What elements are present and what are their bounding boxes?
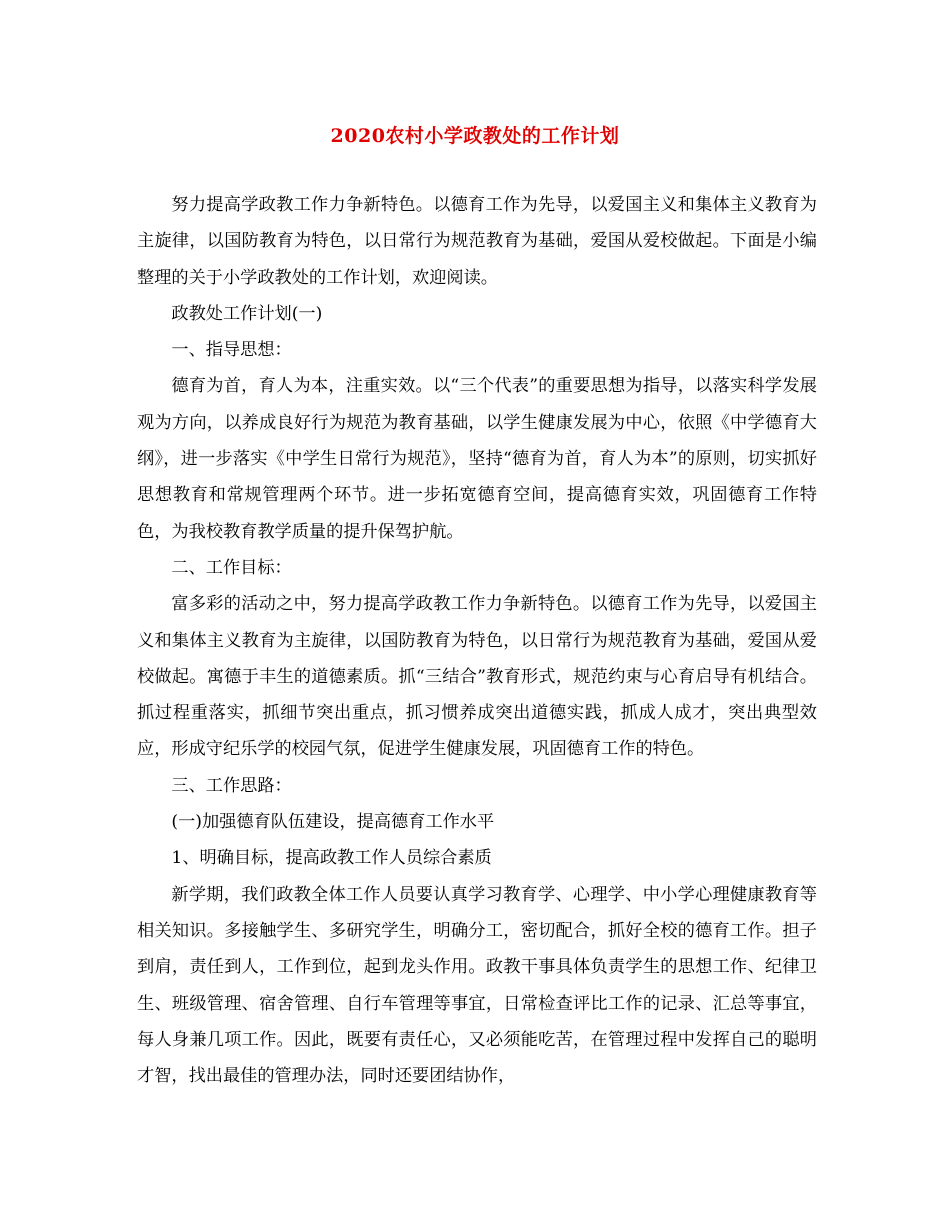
paragraph-guiding-thought: 德育为首，育人为本，注重实效。以“三个代表”的重要思想为指导，以落实科学发展观为方向，以养成良好行为规范为教育基础，以学生健康发展为中心，依照《中学德育大纲》，进一步落实《中学生日常行为规范》，坚持“德育为首，育人为本”的原则，切实抓好思想教育和常规管理两个环节。进一步拓宽德育空间，提高德育实效，巩固德育工作特色，为我校教育教学质量的提升保驾护航。 bbox=[137, 376, 817, 542]
subheading-team-building: (一)加强德育队伍建设，提高德育工作水平 bbox=[171, 812, 495, 833]
section-heading-plan-one: 政教处工作计划(一) bbox=[171, 303, 323, 324]
document-title: 2020农村小学政教处的工作计划 bbox=[330, 125, 620, 147]
paragraph-new-semester: 新学期，我们政教全体工作人员要认真学习教育学、心理学、中小学心理健康教育等相关知识。多接触学生、多研究学生，明确分工，密切配合，抓好全校的德育工作。担子到肩，责任到人，工作到位，起到龙头作用。政教干事具体负责学生的思想工作、纪律卫生、班级管理、宿舍管理、自行车管理等事宜，日常检查评比工作的记录、汇总等事宜，每人身兼几项工作。因此，既要有责任心，又必须能吃苦，在管理过程中发挥自己的聪明才智，找出最佳的管理办法，同时还要团结协作， bbox=[137, 884, 817, 1087]
document-body bbox=[137, 187, 817, 1094]
paragraph-work-goals: 富多彩的活动之中，努力提高学政教工作力争新特色。以德育工作为先导，以爱国主义和集体主义教育为主旋律，以国防教育为特色，以日常行为规范教育为基础，爱国从爱校做起。寓德于丰生的道德素质。抓“三结合”教育形式，规范约束与心育启导有机结合。抓过程重落实，抓细节突出重点，抓习惯养成突出道德实践，抓成人成才，突出典型效应，形成守纪乐学的校园气氛，促进学生健康发展，巩固德育工作的特色。 bbox=[137, 594, 817, 760]
paragraph-intro: 努力提高学政教工作力争新特色。以德育工作为先导，以爱国主义和集体主义教育为主旋律，以国防教育为特色，以日常行为规范教育为基础，爱国从爱校做起。下面是小编整理的关于小学政教处的工作计划，欢迎阅读。 bbox=[137, 195, 817, 288]
section-heading-guiding-thought: 一、指导思想： bbox=[171, 340, 292, 361]
section-heading-work-approach: 三、工作思路： bbox=[171, 775, 292, 796]
section-heading-work-goals: 二、工作目标： bbox=[171, 557, 292, 578]
subheading-clear-goals: 1、明确目标，提高政教工作人员综合素质 bbox=[171, 848, 492, 869]
